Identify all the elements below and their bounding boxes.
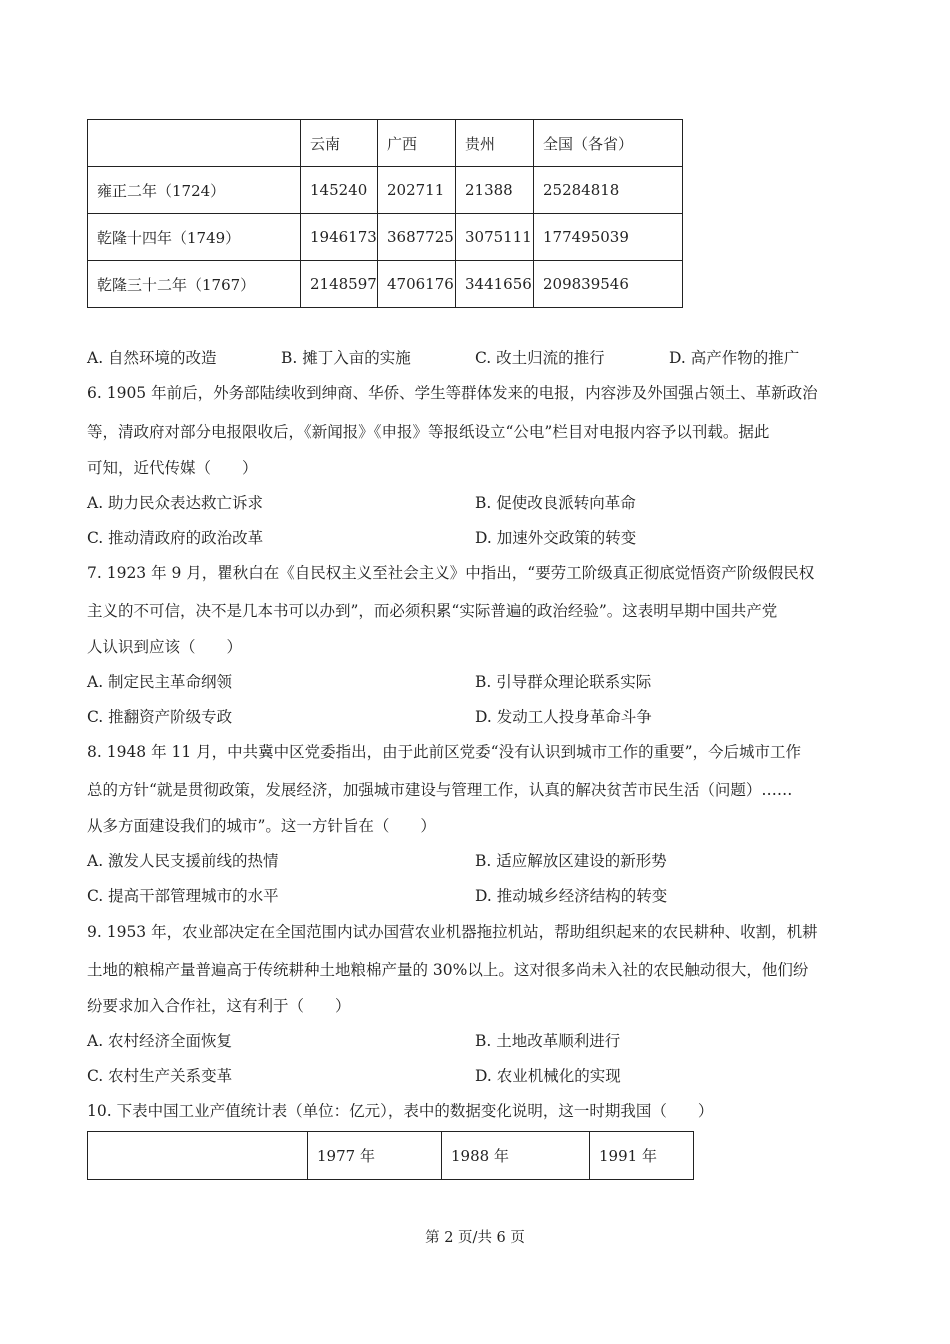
q9-stem-line: 纷要求加入合作社，这有利于（ ） [87,997,351,1015]
table-header-cell: 广西 [378,120,456,167]
q7-option-a: A. 制定民主革命纲领 [87,673,233,691]
table-header-cell [88,1132,308,1180]
q8-option-c: C. 提高干部管理城市的水平 [87,887,279,905]
page-number: 第 2 页/共 6 页 [425,1230,525,1246]
q8-option-d: D. 推动城乡经济结构的转变 [475,887,668,905]
q10-stem-line: 10. 下表中国工业产值统计表（单位：亿元），表中的数据变化说明，这一时期我国（ ） [87,1102,714,1120]
table-cell: 1946173 [301,214,378,261]
table-cell: 177495039 [534,214,683,261]
q7-stem-line: 人认识到应该（ ） [87,638,243,656]
q9-stem-line: 9. 1953 年，农业部决定在全国范围内试办国营农业机器拖拉机站，帮助组织起来的农民耕种、收割，机耕 [87,923,818,941]
q8-option-b: B. 适应解放区建设的新形势 [475,852,667,870]
table-header-cell: 1991 年 [590,1132,694,1180]
table-row [88,261,683,308]
table-cell: 25284818 [534,167,683,214]
q6-option-b: B. 促使改良派转向革命 [475,494,636,512]
table-cell: 3441656 [456,261,534,308]
q7-option-d: D. 发动工人投身革命斗争 [475,708,652,726]
q9-option-b: B. 土地改革顺利进行 [475,1032,621,1050]
table-header-cell [88,120,301,167]
industry-output-table [87,1131,694,1180]
table-row [88,214,683,261]
q8-stem-line: 总的方针“就是贯彻政策，发展经济，加强城市建设与管理工作，认真的解决贫苦市民生活（问题）…… [87,781,793,799]
table-header-cell: 全国（各省） [534,120,683,167]
q9-option-c: C. 农村生产关系变革 [87,1067,233,1085]
table-cell: 4706176 [378,261,456,308]
q6-stem-line: 可知，近代传媒（ ） [87,459,258,477]
table-cell: 2148597 [301,261,378,308]
q5-option-a: A. 自然环境的改造 [87,349,217,367]
table-cell: 145240 [301,167,378,214]
table-cell: 21388 [456,167,534,214]
table-header-cell: 1988 年 [442,1132,590,1180]
q7-option-b: B. 引导群众理论联系实际 [475,673,652,691]
table-cell: 3687725 [378,214,456,261]
q5-option-b: B. 摊丁入亩的实施 [281,349,411,367]
table-header-row [88,1132,694,1180]
table-header-cell: 贵州 [456,120,534,167]
q7-option-c: C. 推翻资产阶级专政 [87,708,233,726]
table-header-row [88,120,683,167]
q6-stem-line: 6. 1905 年前后，外务部陆续收到绅商、华侨、学生等群体发来的电报，内容涉及外国强占领土、革新政治 [87,384,818,402]
q6-option-c: C. 推动清政府的政治改革 [87,529,264,547]
q5-option-d: D. 高产作物的推广 [669,349,800,367]
table-header-cell: 云南 [301,120,378,167]
table-cell: 3075111 [456,214,534,261]
q9-option-d: D. 农业机械化的实现 [475,1067,621,1085]
table-cell: 202711 [378,167,456,214]
q6-option-d: D. 加速外交政策的转变 [475,529,637,547]
q6-option-a: A. 助力民众表达救亡诉求 [87,494,264,512]
table-cell: 乾隆十四年（1749） [88,214,301,261]
q6-stem-line: 等，清政府对部分电报限收后，《新闻报》《申报》等报纸设立“公电”栏目对电报内容予以刊载。据此 [87,423,770,441]
q5-option-c: C. 改土归流的推行 [475,349,605,367]
q8-stem-line: 从多方面建设我们的城市”。这一方针旨在（ ） [87,817,436,835]
q9-stem-line: 土地的粮棉产量普遍高于传统耕种土地粮棉产量的 30%以上。这对很多尚未入社的农民触动很大，他们纷 [87,961,809,979]
q7-stem-line: 主义的不可信，决不是几本书可以办到”，而必须积累“实际普遍的政治经验”。这表明早期中国共产党 [87,602,778,620]
q7-stem-line: 7. 1923 年 9 月，瞿秋白在《自民权主义至社会主义》中指出，“要劳工阶级真正彻底觉悟资产阶级假民权 [87,564,815,582]
table-cell: 乾隆三十二年（1767） [88,261,301,308]
population-table [87,119,683,308]
q8-stem-line: 8. 1948 年 11 月，中共冀中区党委指出，由于此前区党委“没有认识到城市工作的重要”，今后城市工作 [87,743,802,761]
q8-option-a: A. 激发人民支援前线的热情 [87,852,279,870]
table-row [88,167,683,214]
table-cell: 雍正二年（1724） [88,167,301,214]
q9-option-a: A. 农村经济全面恢复 [87,1032,233,1050]
table-header-cell: 1977 年 [308,1132,442,1180]
table-cell: 209839546 [534,261,683,308]
